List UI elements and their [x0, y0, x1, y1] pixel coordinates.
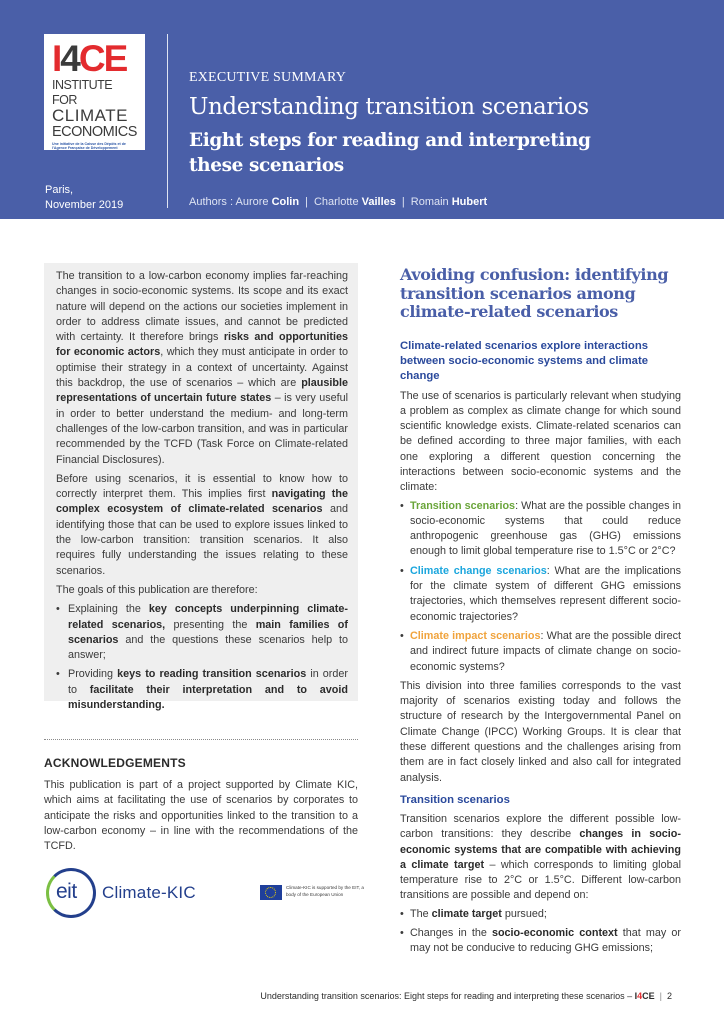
page-title: Understanding transition scenarios: [189, 94, 589, 120]
bullet-icon: •: [400, 927, 404, 939]
footer: [260, 991, 672, 1001]
family-name-transition: Transition scenarios: [410, 499, 516, 512]
eu-stars-icon: [265, 887, 276, 898]
bullet-icon: •: [400, 907, 404, 920]
family-name-climate-impact: Climate impact scenarios: [410, 629, 541, 642]
bullet-icon: •: [400, 499, 404, 512]
eu-support-text: Climate-KIC is supported by the EIT, a body of the European Union: [286, 885, 364, 897]
acknowledgements-title: ACKNOWLEDGEMENTS: [44, 756, 186, 770]
climate-kic-label: Climate-KIC: [102, 883, 196, 902]
separator: |: [305, 196, 308, 208]
header-divider: [167, 34, 168, 208]
author: Aurore Colin: [235, 196, 300, 208]
eu-flag-icon: [260, 885, 282, 900]
bullet-icon: •: [56, 603, 60, 616]
logo-line-1: INSTITUTE FOR: [52, 78, 113, 107]
sub-heading: Transition scenarios: [400, 793, 510, 806]
authors-label: Authors :: [189, 196, 234, 208]
list-item: • Climate impact scenarios: What are the possible direct and indirect future impacts of climate change on socio-economic systems?: [400, 629, 682, 673]
place-date: [45, 183, 123, 213]
i4ce-logo: [44, 34, 145, 150]
header-banner: [0, 0, 724, 219]
sub-heading: Climate-related scenarios explore interactions between socio-economic systems and climate change: [400, 339, 648, 382]
footer-text: Understanding transition scenarios: Eight steps for reading and interpreting these scenarios –: [260, 991, 635, 1001]
summary-paragraph: The goals of this publication are therefore:: [56, 583, 258, 596]
author: Romain Hubert: [410, 196, 488, 208]
author: Charlotte Vailles: [313, 196, 396, 208]
bullet-icon: •: [400, 629, 404, 642]
kicker: EXECUTIVE SUMMARY: [189, 70, 347, 85]
list-item: • The climate target pursued;: [400, 907, 681, 922]
logo-mark: [52, 38, 138, 79]
page-number: 2: [666, 991, 672, 1001]
logo-line-3: ECONOMICS: [52, 124, 137, 140]
acknowledgements-text: This publication is part of a project supported by Climate KIC, which aims at facilitating the use of scenarios by corporates to anticipate the risks and opportunities linked to the transition to a low-carbon economy – in line with the recommendations of the TCFD.: [44, 779, 358, 853]
summary-paragraph: Before using scenarios, it is essential to know how to correctly interpret them. This implies first navigating the complex ecosystem of climate-related scenarios and identifying those that can be used to explore issues linked to the low-carbon transition: transition scenarios. It also requires fully understanding the issues relating to these scenarios.: [56, 472, 348, 577]
list-item: • Climate change scenarios: What are the implications for the climate system of different GHG emissions trajectories, which themselves represent different socio-economic trajectories?: [400, 564, 682, 623]
dotted-divider: [44, 739, 358, 740]
footer-separator: |: [659, 991, 662, 1001]
place: Paris,: [45, 184, 74, 196]
list-item: • Changes in the socio-economic context that may or may not be conducive to reducing GHG emissions;: [400, 927, 681, 955]
right-column: [400, 266, 681, 961]
list-item: • Providing keys to reading transition scenarios in order to facilitate their interpretation and to avoid misunderstanding.: [56, 668, 349, 712]
families-list: [400, 499, 681, 675]
date: November 2019: [45, 199, 124, 211]
authors-line: [189, 196, 487, 208]
list-item: • Explaining the key concepts underpinning climate-related scenarios, presenting the main families of scenarios and the questions these scenarios help to answer;: [56, 603, 348, 662]
section-title: Avoiding confusion: identifying transition scenarios among climate-related scenarios: [400, 265, 669, 321]
logo-mark-i: I: [52, 38, 61, 79]
eit-climate-kic-logo: [44, 866, 214, 922]
logo-line-2: CLIMATE: [52, 106, 128, 125]
logo-tagline: Une initiative de la Caisse des Dépôts et de l'Agence Française de Développement: [52, 142, 126, 151]
body-paragraph: This division into three families corresponds to the vast majority of scenarios existing today and follows the structure of research by the Intergovernmental Panel on Climate Change (IPCC) Working Groups. It is clear that these different questions and the challenges arising from them are in fact closely linked and also call for integrated analysis.: [400, 679, 681, 784]
body-paragraph: Transition scenarios explore the different possible low-carbon transitions: they describe changes in socio-economic systems that are compatible with achieving a climate target – which corresponds to limiting global temperature rise to 2°C or 1.5°C. Different low-carbon transitions are possible and depend on:: [400, 812, 681, 902]
list-item: • Transition scenarios: What are the possible changes in socio-economic systems that could reduce anthropogenic greenhouse gas (GHG) emissions enough to limit global temperature rise to 1.5°C or 2°C?: [400, 499, 681, 558]
bullet-icon: •: [400, 564, 404, 577]
page-subtitle: Eight steps for reading and interpreting these scenarios: [189, 130, 591, 176]
bullet-icon: •: [56, 668, 60, 681]
body-paragraph: The use of scenarios is particularly relevant when studying a problem as complex as climate change for which sound scientific knowledge exists. Climate-related scenarios can be defined according to three major families, with each one exploring a different question concerning the interactions between socio-economic systems and the climate:: [400, 389, 681, 494]
summary-paragraph: The transition to a low-carbon economy implies far-reaching changes in socio-economic systems. Its scope and its exact nature will depend on the actions our societies implement in order to address climate issues, and cannot be predicted with certainty. It therefore brings risks and opportunities for economic actors, which they must anticipate in order to optimise their strategy in a context of uncertainty. Against this backdrop, the use of scenarios – which are plausible representations of uncertain future states – is very useful in order to better understand the medium- and long-term challenges of the low-carbon transition, and was in particular recommended by the TCFD (Task Force on Climate-related Financial Disclosures).: [56, 270, 349, 466]
goals-list: [56, 602, 348, 713]
family-name-climate-change: Climate change scenarios: [410, 564, 547, 577]
eit-label: eit: [56, 880, 77, 903]
depends-list: [400, 907, 681, 957]
separator: |: [401, 196, 405, 208]
logo-mark-ce: CE: [78, 38, 127, 79]
logo-mark-4: 4: [60, 38, 79, 79]
summary-box: [44, 263, 358, 712]
footer-brand: I4CE: [634, 991, 655, 1001]
